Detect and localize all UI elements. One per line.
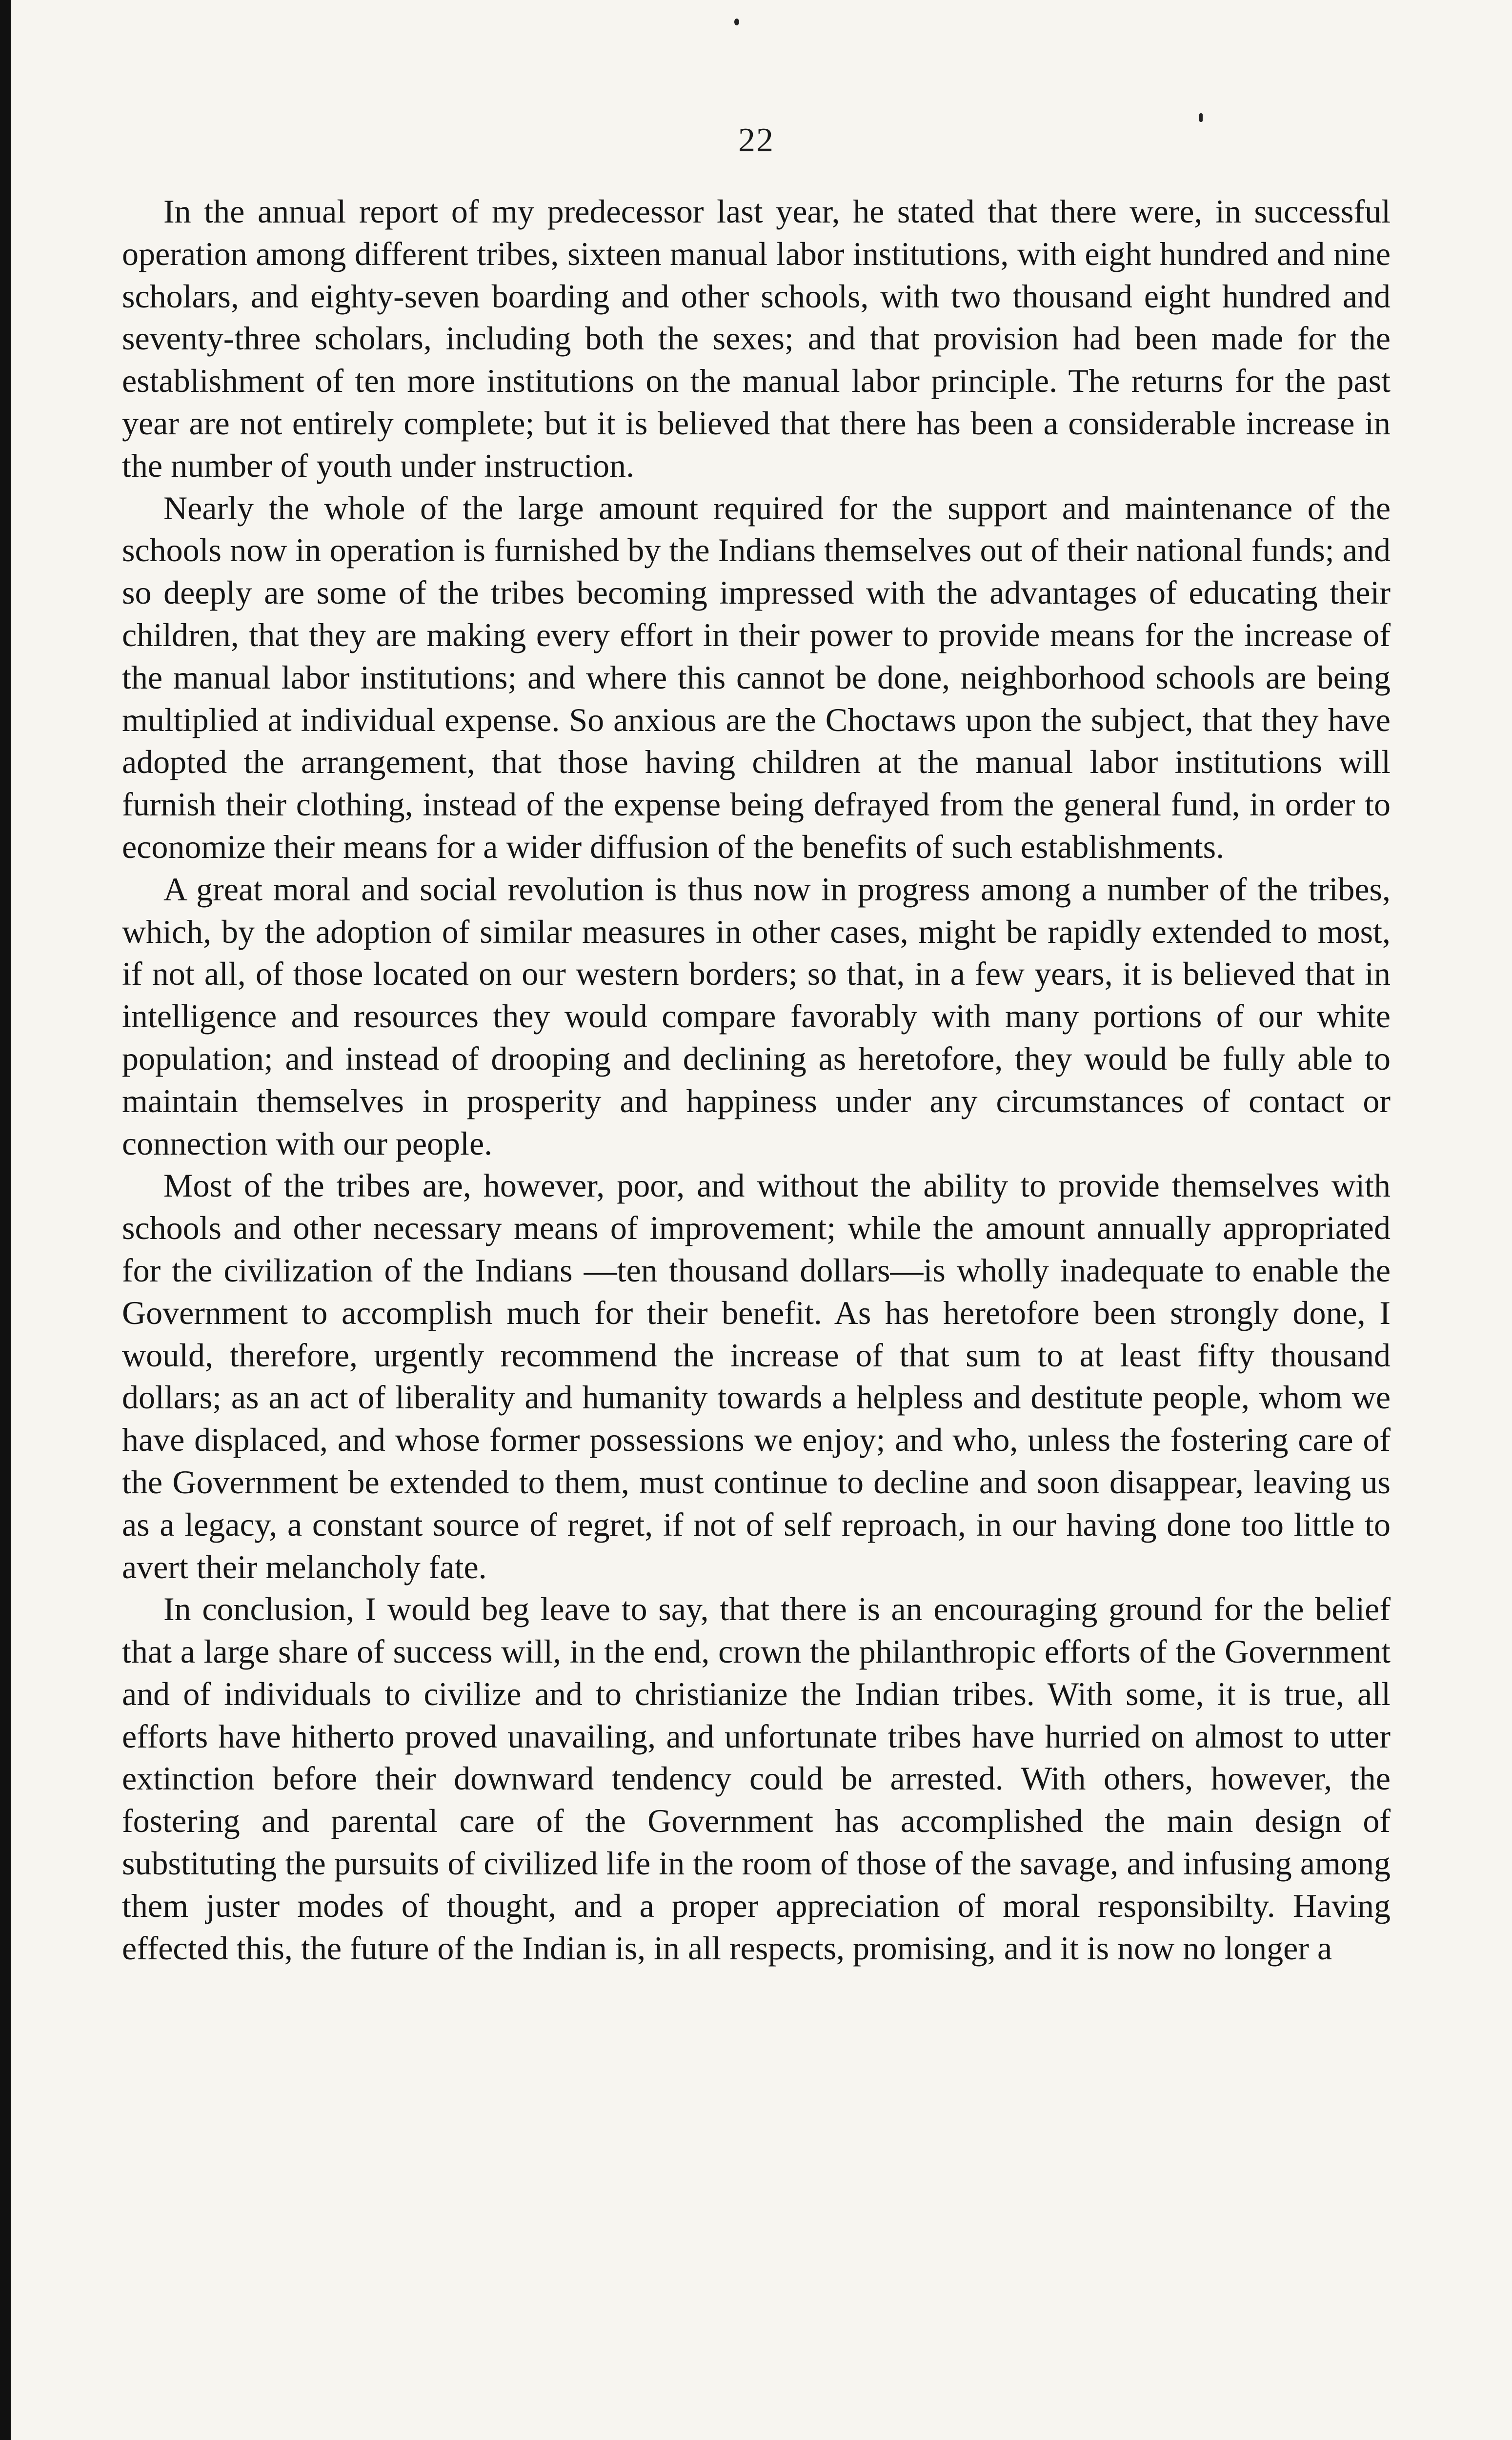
page-number: 22 [738,122,774,159]
paragraph-2: Nearly the whole of the large amount required for the support and maintenance of the schools now in operation is furnished by the Indians themselves out of their national funds; and so deeply are some of the tribes becoming impressed with the advantages of educating their children, that they are making every effort in their power to provide means for the increase of the manual labor institutions; and where this cannot be done, neighborhood schools are being multiplied at individual expense. So anxious are the Choctaws upon the subject, that they have adopted the arrangement, that those having children at the manual labor institutions will furnish their clothing, instead of the expense being defrayed from the general fund, in order to economize their means for a wider diffusion of the benefits of such establishments. [122,489,1391,865]
scan-speck [1199,113,1203,122]
scan-speck [734,19,739,25]
paragraph-4: Most of the tribes are, however, poor, and without the ability to provide themselves with schools and other necessary means of improvement; while the amount annually appropriated for the civilization of the Indians —ten thousand dollars—is wholly inadequate to enable the Government to accomplish much for their benefit. As has heretofore been strongly done, I would, therefore, urgently recommend the increase of that sum to at least fifty thousand dollars; as an act of liberality and humanity towards a helpless and destitute people, whom we have displaced, and whose former possessions we enjoy; and who, unless the fostering care of the Government be extended to them, must continue to decline and soon disappear, leaving us as a legacy, a constant source of regret, if not of self reproach, in our having done too little to avert their melancholy fate. [122,1167,1391,1586]
paragraph-5: In conclusion, I would beg leave to say, that there is an encouraging ground for the belief that a large share of success will, in the end, crown the philanthropic efforts of the Government and of individuals to civilize and to christianize the Indian tribes. With some, it is true, all efforts have hitherto proved unavailing, and unfortunate tribes have hurried on almost to utter extinction before their downward tendency could be arrested. With others, however, the fostering and parental care of the Government has accomplished the main design of substituting the pursuits of civilized life in the room of those of the savage, and infusing among them juster modes of thought, and a proper appreciation of moral responsibilty. Having effected this, the future of the Indian is, in all respects, promising, and it is now no longer a [122,1590,1391,1967]
scan-left-border [0,0,11,2440]
body-text [122,190,1391,1969]
paragraph-3: A great moral and social revolution is thus now in progress among a number of the tribes, which, by the adoption of similar measures in other cases, might be rapidly extended to most, if not all, of those located on our western borders; so that, in a few years, it is believed that in intelligence and resources they would compare favorably with many portions of our white population; and instead of drooping and declining as heretofore, they would be fully able to maintain themselves in prosperity and happiness under any circumstances of contact or connection with our people. [122,870,1391,1162]
paragraph-1: In the annual report of my predecessor last year, he stated that there were, in successful operation among different tribes, sixteen manual labor institutions, with eight hundred and nine scholars, and eighty-seven boarding and other schools, with two thousand eight hundred and seventy-three scholars, including both the sexes; and that provision had been made for the establishment of ten more institutions on the manual labor principle. The returns for the past year are not entirely complete; but it is believed that there has been a considerable increase in the number of youth under instruction. [122,193,1391,484]
